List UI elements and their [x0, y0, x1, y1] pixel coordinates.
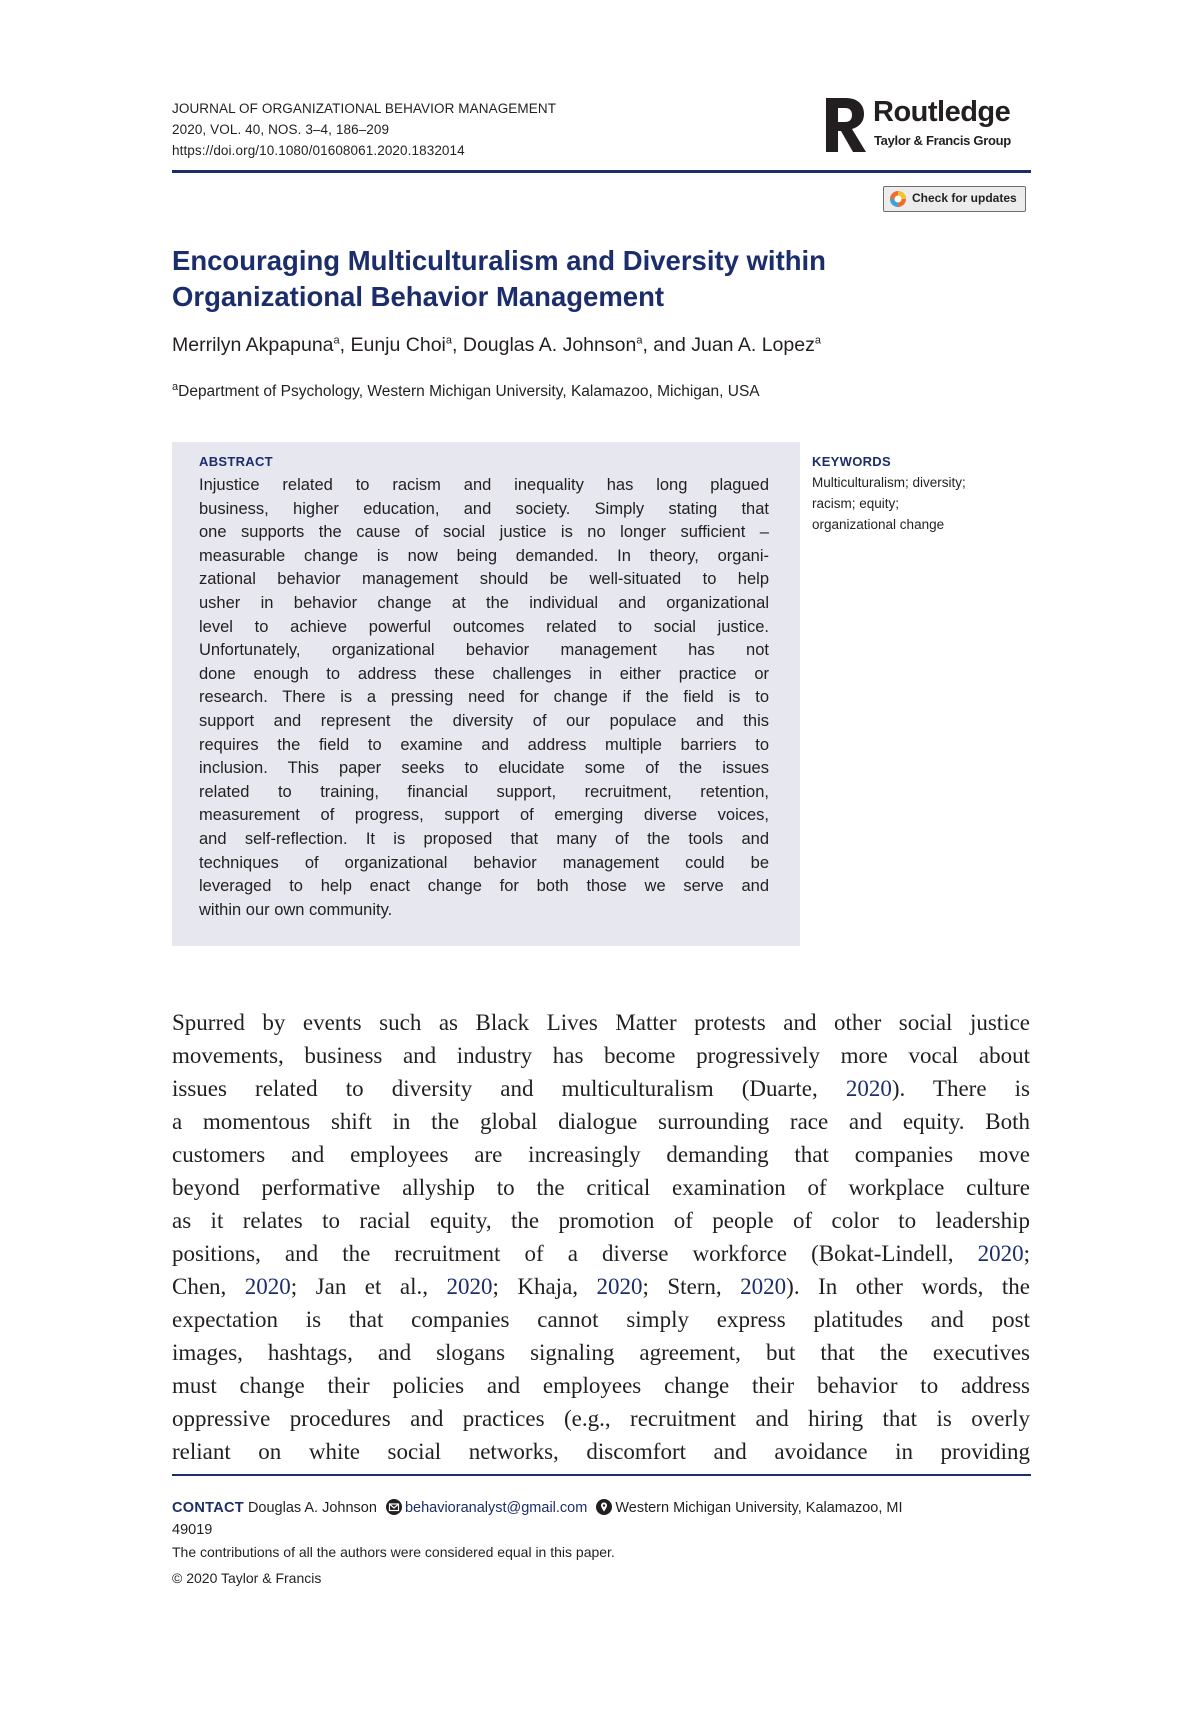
affiliation-mark: a [172, 380, 179, 393]
body-text-segment: expectation is that companies cannot simply express platitudes and post [172, 1307, 1030, 1332]
author-separator: , [452, 334, 463, 356]
citation-link[interactable]: 2020 [977, 1241, 1024, 1266]
citation-link[interactable]: 2020 [446, 1274, 493, 1299]
copyright: © 2020 Taylor & Francis [172, 1570, 322, 1586]
body-line [172, 1072, 1030, 1105]
body-text-segment: must change their policies and employees change their behavior to address [172, 1373, 1030, 1398]
body-text-segment: customers and employees are increasingly demanding that companies move [172, 1142, 1030, 1167]
abstract-text [199, 474, 769, 922]
abstract-line: Injustice related to racism and inequality has long plagued [199, 476, 769, 494]
article-title [172, 243, 1032, 315]
journal-doi[interactable]: https://doi.org/10.1080/01608061.2020.1832014 [172, 143, 465, 158]
body-text-segment: ; Jan et al., [290, 1274, 447, 1299]
body-text-segment: issues related to diversity and multiculturalism (Duarte, [172, 1076, 846, 1101]
body-text-segment: a momentous shift in the global dialogue surrounding race and equity. Both [172, 1109, 1030, 1134]
body-line [172, 1138, 1030, 1171]
abstract-heading: ABSTRACT [199, 454, 273, 469]
affiliation [172, 380, 760, 401]
abstract-line: and self-reflection. It is proposed that many of the tools and [199, 829, 769, 848]
header-divider [172, 170, 1031, 173]
author-name: Juan A. Lopez [691, 334, 815, 356]
journal-volume: 2020, VOL. 40, NOS. 3–4, 186–209 [172, 122, 390, 137]
body-text-segment: Chen, [172, 1274, 245, 1299]
body-text-segment: movements, business and industry has become progressively more vocal about [172, 1043, 1030, 1068]
body-text [172, 1006, 1030, 1468]
abstract-line: research. There is a pressing need for change if the field is to [199, 688, 769, 707]
citation-link[interactable]: 2020 [740, 1274, 787, 1299]
contact-info [172, 1497, 1032, 1541]
footer-divider [172, 1474, 1031, 1476]
body-text-segment: ; [1023, 1241, 1030, 1266]
author-affiliation-mark: a [445, 334, 453, 347]
body-text-segment: ). In other words, the [786, 1274, 1030, 1299]
abstract-line: requires the field to examine and address multiple barriers to [199, 735, 769, 754]
keywords-line: racism; equity; [812, 496, 900, 511]
body-text-segment: beyond performative allyship to the critical examination of workplace culture [172, 1175, 1030, 1200]
body-text-segment: oppressive procedures and practices (e.g., recruitment and hiring that is overly [172, 1406, 1030, 1431]
author-separator: , and [642, 334, 692, 356]
author-name: Merrilyn Akpapuna [172, 334, 334, 356]
check-for-updates-label: Check for updates [912, 191, 1017, 205]
publisher-group: Taylor & Francis Group [874, 133, 1011, 148]
email-icon [386, 1499, 402, 1515]
check-for-updates-button[interactable] [883, 186, 1026, 212]
title-line: Encouraging Multiculturalism and Diversity within [172, 245, 826, 276]
abstract-line: support and represent the diversity of our populace and this [199, 711, 769, 730]
abstract-line: inclusion. This paper seeks to elucidate some of the issues [199, 759, 769, 778]
contact-address: Western Michigan University, Kalamazoo, MI [615, 1500, 903, 1516]
body-line [172, 1237, 1030, 1270]
contact-email-link[interactable]: behavioranalyst@gmail.com [404, 1500, 588, 1516]
citation-link[interactable]: 2020 [596, 1274, 643, 1299]
publisher-name: Routledge [873, 96, 1011, 128]
citation-link[interactable]: 2020 [845, 1076, 892, 1101]
body-line [172, 1204, 1030, 1237]
body-line [172, 1435, 1030, 1468]
keywords-line: organizational change [812, 517, 945, 532]
body-line [172, 1336, 1030, 1369]
author-name: Eunju Choi [350, 334, 446, 356]
body-line [172, 1039, 1030, 1072]
affiliation-text: Department of Psychology, Western Michigan University, Kalamazoo, Michigan, USA [178, 383, 760, 400]
body-text-segment: images, hashtags, and slogans signaling agreement, but that the executives [172, 1340, 1030, 1365]
routledge-r-icon [822, 96, 868, 154]
body-line [172, 1006, 1030, 1039]
keywords-line: Multiculturalism; diversity; [812, 475, 966, 490]
contact-label: CONTACT [172, 1500, 244, 1516]
abstract-line: techniques of organizational behavior management could be [199, 853, 769, 872]
author-affiliation-mark: a [814, 334, 821, 347]
abstract-line: related to training, financial support, recruitment, retention, [199, 782, 769, 801]
body-text-segment: ; Stern, [642, 1274, 741, 1299]
keywords-heading: KEYWORDS [812, 454, 891, 469]
keywords [812, 454, 1032, 535]
body-text-segment: as it relates to racial equity, the promotion of people of color to leadership [172, 1208, 1030, 1233]
contributions-note: The contributions of all the authors were considered equal in this paper. [172, 1544, 615, 1560]
body-line [172, 1369, 1030, 1402]
author-affiliation-mark: a [333, 334, 340, 347]
abstract-line: measurable change is now being demanded. In theory, organi- [199, 546, 769, 565]
abstract-line: leveraged to help enact change for both those we serve and [199, 877, 769, 896]
crossmark-icon [889, 190, 907, 208]
author-list [172, 334, 821, 357]
author-name: Douglas A. Johnson [462, 334, 637, 356]
title-line: Organizational Behavior Management [172, 281, 665, 312]
contact-name: Douglas A. Johnson [247, 1500, 377, 1516]
body-line [172, 1303, 1030, 1336]
body-line [172, 1402, 1030, 1435]
abstract-line: level to achieve powerful outcomes related to social justice. [199, 617, 769, 636]
abstract-line: done enough to address these challenges in either practice or [199, 664, 769, 683]
abstract-line: within our own community. [199, 900, 393, 919]
journal-name: JOURNAL OF ORGANIZATIONAL BEHAVIOR MANAGEMENT [172, 101, 557, 116]
author-affiliation-mark: a [636, 334, 643, 347]
body-text-segment: reliant on white social networks, discomfort and avoidance in providing [172, 1439, 1030, 1464]
location-icon [596, 1499, 612, 1515]
abstract-box [172, 442, 800, 946]
abstract-line: Unfortunately, organizational behavior management has not [199, 641, 769, 660]
body-line [172, 1105, 1030, 1138]
abstract-line: usher in behavior change at the individual and organizational [199, 593, 769, 612]
body-text-segment: Spurred by events such as Black Lives Matter protests and other social justice [172, 1010, 1030, 1035]
author-separator: , [339, 334, 351, 356]
body-line [172, 1171, 1030, 1204]
body-line [172, 1270, 1030, 1303]
publisher-logo [822, 92, 1032, 158]
body-text-segment: positions, and the recruitment of a diverse workforce (Bokat-Lindell, [172, 1241, 978, 1266]
body-text-segment: ; Khaja, [492, 1274, 597, 1299]
keywords-list [812, 472, 1032, 535]
abstract-line: measurement of progress, support of emerging diverse voices, [199, 806, 769, 825]
body-text-segment: ). There is [891, 1076, 1030, 1101]
abstract-line: one supports the cause of social justice is no longer sufficient – [199, 523, 769, 542]
contact-zip: 49019 [172, 1522, 213, 1538]
abstract-line: business, higher education, and society. Simply stating that [199, 499, 769, 518]
citation-link[interactable]: 2020 [244, 1274, 291, 1299]
journal-meta [172, 98, 556, 161]
abstract-line: zational behavior management should be well-situated to help [199, 570, 769, 589]
